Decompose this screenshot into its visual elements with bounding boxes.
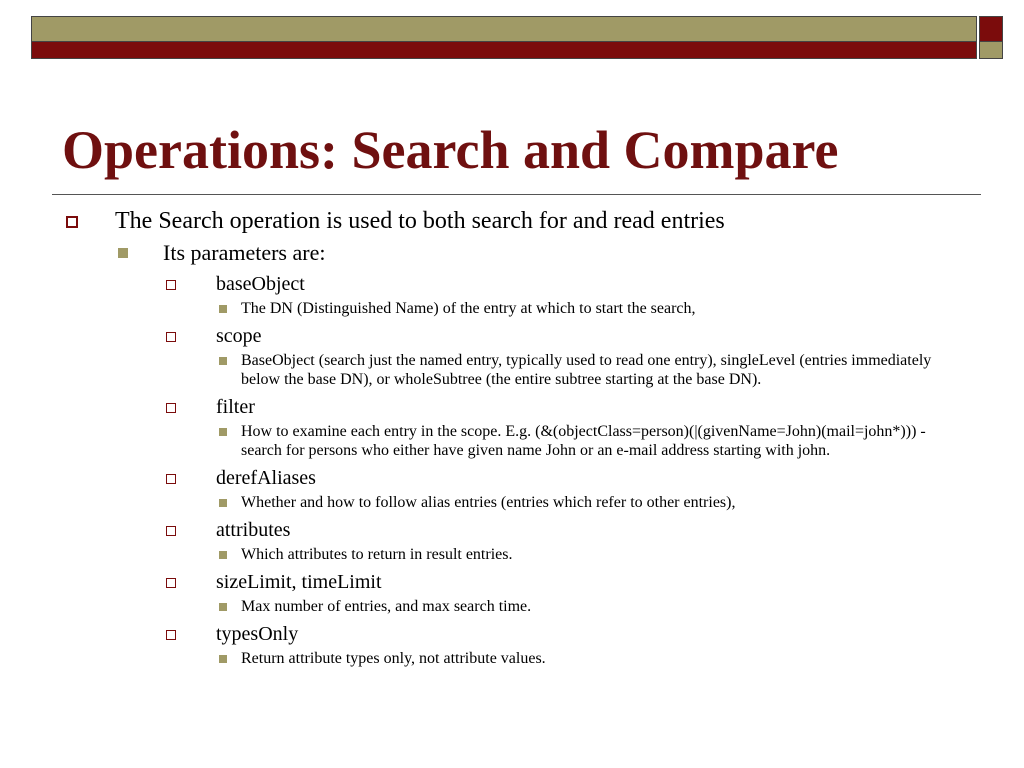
bullet-level2 [0,238,1024,268]
param-name-item [0,517,1024,543]
param-name: derefAliases [216,467,316,489]
param-desc: Return attribute types only, not attribute values. [241,650,546,667]
param-desc-item [0,299,1024,318]
param-desc-item [0,545,1024,564]
param-desc-item [0,597,1024,616]
param-name-item [0,271,1024,297]
slide-content [0,206,1024,673]
param-name-item [0,569,1024,595]
param-desc-item [0,493,1024,512]
param-name-item [0,465,1024,491]
hollow-square-bullet-icon [166,474,176,484]
param-name: typesOnly [216,623,299,645]
hollow-square-bullet-icon [166,332,176,342]
title-divider [52,194,981,195]
header-bar-olive [31,16,977,42]
param-name-item [0,323,1024,349]
solid-square-bullet-icon [219,357,227,365]
param-desc-item [0,649,1024,668]
param-desc: Max number of entries, and max search time. [241,598,532,615]
bullet-text: The Search operation is used to both search for and read entries [115,208,725,234]
solid-square-bullet-icon [219,655,227,663]
hollow-square-bullet-icon [66,216,78,228]
solid-square-bullet-icon [219,499,227,507]
hollow-square-bullet-icon [166,630,176,640]
param-desc-item [0,422,1024,460]
header-bar-maroon [31,42,977,59]
solid-square-bullet-icon [219,428,227,436]
param-name-item [0,394,1024,420]
param-name: baseObject [216,273,305,295]
param-name: sizeLimit, timeLimit [216,571,382,593]
hollow-square-bullet-icon [166,280,176,290]
solid-square-bullet-icon [219,305,227,313]
param-desc: BaseObject (search just the named entry, typically used to read one entry), singleLevel (entries immediately below the base DN), or wholeSubtree (the entire subtree starting at the base DN). [241,352,932,388]
param-name: attributes [216,519,291,541]
param-desc: Whether and how to follow alias entries (entries which refer to other entries), [241,494,736,511]
hollow-square-bullet-icon [166,403,176,413]
bullet-level1 [0,206,1024,236]
solid-square-bullet-icon [219,551,227,559]
header-square-maroon [979,16,1003,42]
param-name: filter [216,396,255,418]
param-name-item [0,621,1024,647]
solid-square-bullet-icon [118,248,128,258]
param-desc: The DN (Distinguished Name) of the entry at which to start the search, [241,300,696,317]
solid-square-bullet-icon [219,603,227,611]
param-desc-item [0,351,1024,389]
param-desc: How to examine each entry in the scope. E.g. (&(objectClass=person)(|(givenName=John)(mail=john*))) - search for persons who either have given name John or an e-mail address starting with john. [241,423,926,459]
param-desc: Which attributes to return in result entries. [241,546,513,563]
param-name: scope [216,325,262,347]
header-square-olive [979,42,1003,59]
hollow-square-bullet-icon [166,578,176,588]
slide-title: Operations: Search and Compare [62,120,839,180]
subbullet-text: Its parameters are: [163,240,326,265]
hollow-square-bullet-icon [166,526,176,536]
